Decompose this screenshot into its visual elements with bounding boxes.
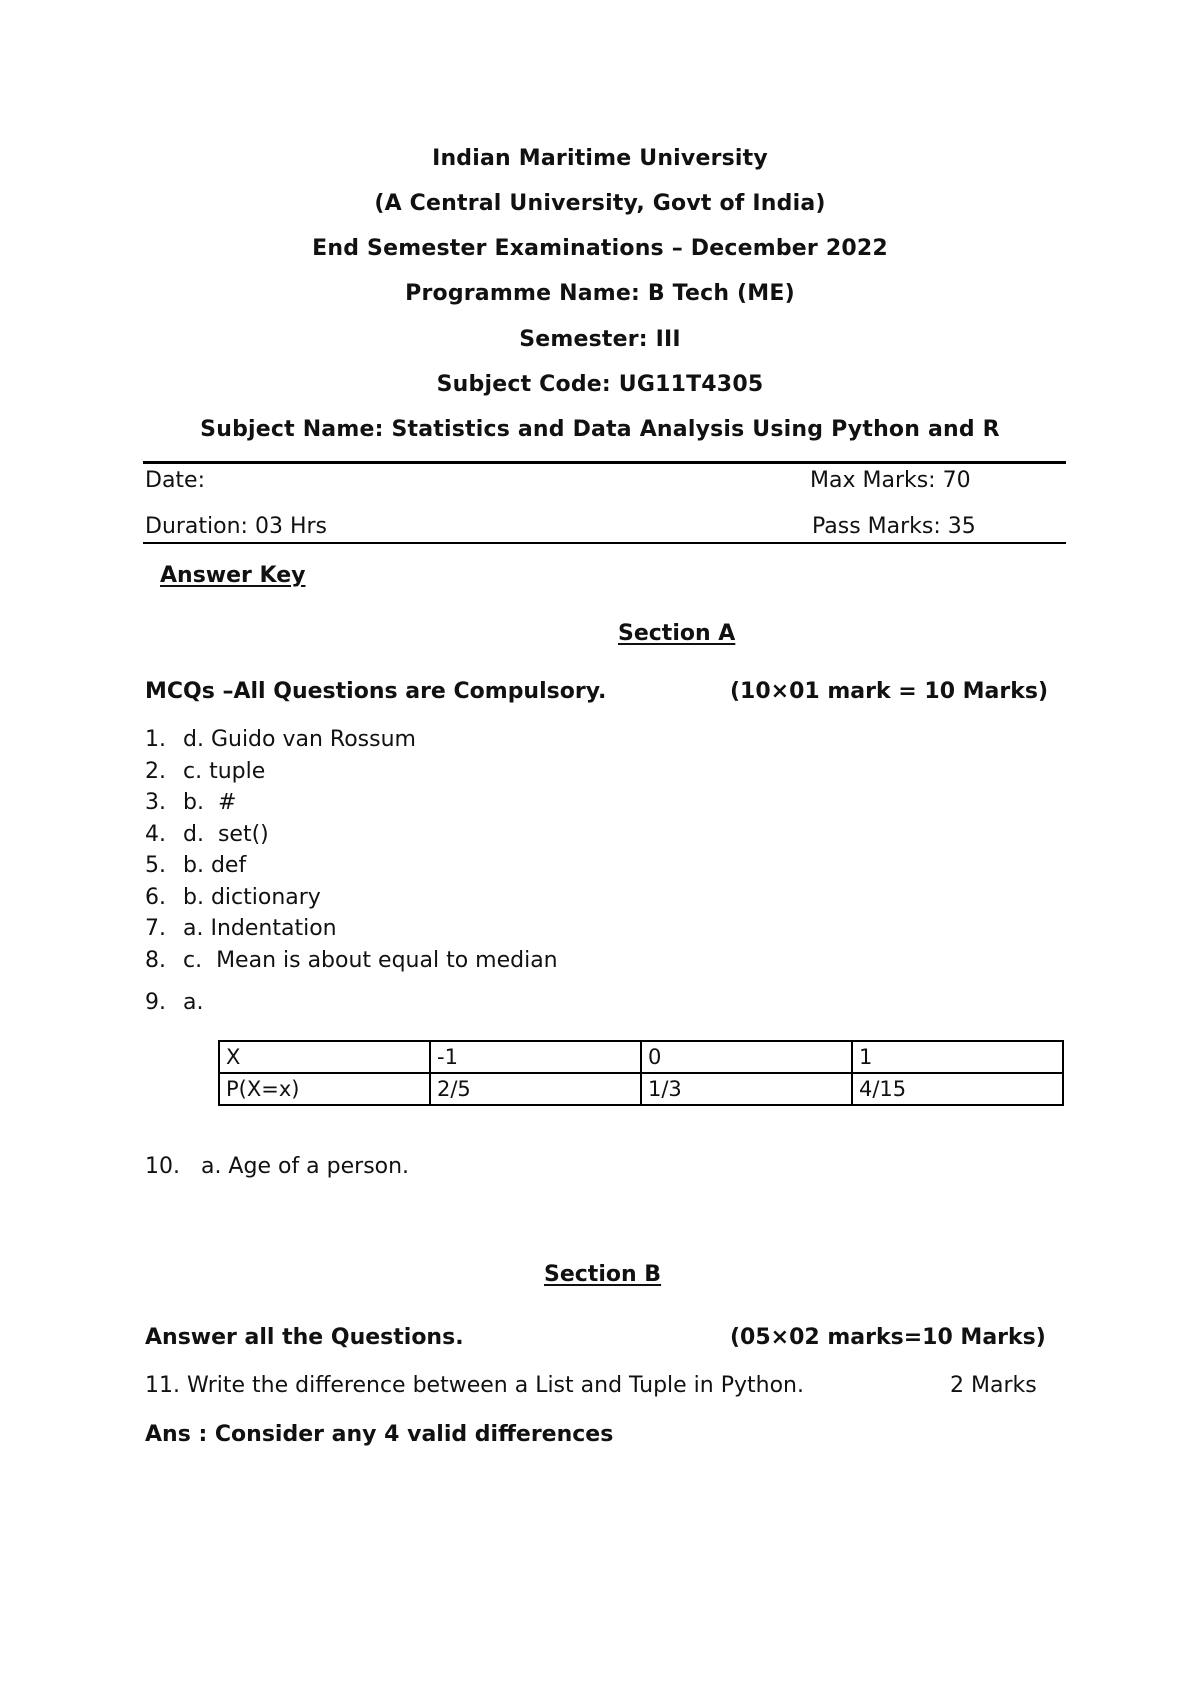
semester: Semester: III: [519, 327, 681, 352]
mcq-item-number: 5.: [145, 853, 166, 878]
mcq-item-10: 10. a. Age of a person.: [145, 1154, 410, 1179]
table-cell: 0: [641, 1041, 852, 1073]
exam-title: End Semester Examinations – December 2022: [312, 236, 888, 261]
mcq-item-answer: b. dictionary: [183, 884, 321, 910]
table-cell: 1/3: [641, 1073, 852, 1105]
subject-code: Subject Code: UG11T4305: [436, 372, 764, 397]
table-cell: -1: [430, 1041, 641, 1073]
table-cell: 1: [852, 1041, 1063, 1073]
probability-table: [218, 1040, 1064, 1106]
section-b-marks: (05×02 marks=10 Marks): [730, 1325, 1046, 1350]
section-a-marks: (10×01 mark = 10 Marks): [730, 679, 1049, 704]
mcq-item-9: [145, 990, 203, 1015]
mcq-item: [145, 948, 558, 973]
mcq-item: [145, 759, 265, 784]
max-marks: Max Marks: 70: [810, 468, 971, 493]
mcq-item: [145, 916, 337, 941]
mcq-item-number: 1.: [145, 727, 166, 752]
section-b-instruction: Answer all the Questions.: [145, 1325, 464, 1350]
top-rule: [143, 461, 1066, 464]
section-b-title: Section B: [544, 1262, 662, 1287]
question-11-marks: 2 Marks: [950, 1373, 1037, 1398]
mcq-item-answer: b. #: [183, 790, 237, 815]
mcq-item: [145, 885, 321, 910]
answer-key-heading: Answer Key: [160, 563, 306, 588]
programme-name: Programme Name: B Tech (ME): [405, 281, 795, 306]
mcq-item: [145, 727, 416, 752]
mcq-item: [145, 822, 269, 847]
table-cell: P(X=x): [219, 1073, 430, 1105]
mcq-item-answer: c. Mean is about equal to median: [183, 947, 558, 973]
duration: Duration: 03 Hrs: [145, 514, 327, 539]
mcq-item-number: 2.: [145, 758, 166, 784]
mcq-item: [145, 853, 246, 878]
date-label: Date:: [145, 468, 205, 493]
table-cell: 4/15: [852, 1073, 1063, 1105]
mcq-item-9-number: 9.: [145, 990, 166, 1015]
table-cell: X: [219, 1041, 430, 1073]
university-subtitle: (A Central University, Govt of India): [374, 191, 826, 216]
bottom-rule: [143, 542, 1066, 544]
mcq-item-number: 6.: [145, 884, 166, 910]
question-11: 11. Write the difference between a List and Tuple in Python.: [145, 1373, 804, 1398]
subject-name: Subject Name: Statistics and Data Analysis Using Python and R: [200, 417, 1000, 442]
mcq-item-9-answer: a.: [183, 990, 204, 1015]
table-cell: 2/5: [430, 1073, 641, 1105]
mcq-item-number: 7.: [145, 916, 166, 941]
section-a-instruction: MCQs –All Questions are Compulsory.: [145, 679, 607, 704]
table-row: [219, 1041, 1063, 1073]
question-11-answer: Ans : Consider any 4 valid differences: [145, 1422, 614, 1447]
mcq-item-answer: d. set(): [183, 821, 269, 847]
table-row: [219, 1073, 1063, 1105]
mcq-item-number: 4.: [145, 821, 166, 847]
mcq-item-answer: c. tuple: [183, 758, 266, 784]
mcq-item: [145, 790, 236, 815]
mcq-item-answer: a. Indentation: [183, 916, 337, 941]
mcq-item-answer: b. def: [183, 853, 247, 878]
mcq-item-number: 8.: [145, 947, 166, 973]
pass-marks: Pass Marks: 35: [812, 514, 976, 539]
section-a-title: Section A: [618, 621, 736, 646]
university-name: Indian Maritime University: [432, 146, 768, 171]
mcq-item-number: 3.: [145, 790, 166, 815]
mcq-item-answer: d. Guido van Rossum: [183, 727, 416, 752]
